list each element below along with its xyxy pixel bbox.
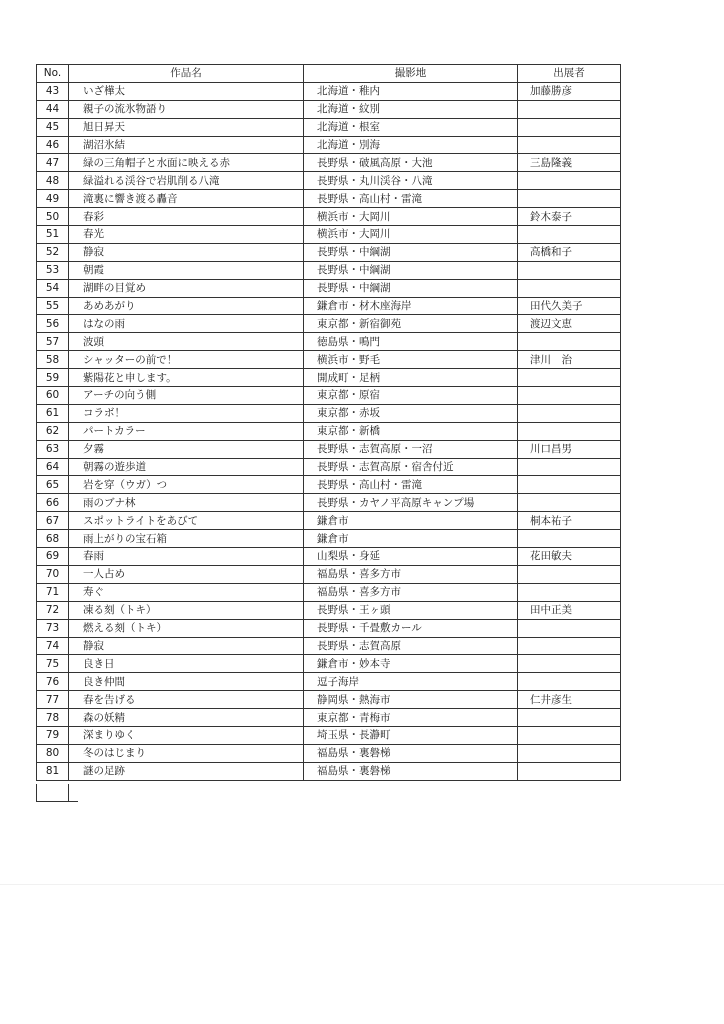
row-exhibitor: 加藤勝彦 [518, 82, 621, 100]
row-exhibitor [518, 458, 621, 476]
row-location: 長野県・高山村・雷滝 [304, 190, 518, 208]
row-no: 67 [37, 512, 69, 530]
row-location: 静岡県・熱海市 [304, 691, 518, 709]
row-no: 76 [37, 673, 69, 691]
row-location: 長野県・破風高原・大池 [304, 154, 518, 172]
table-row [37, 762, 621, 780]
table-row [37, 637, 621, 655]
row-title: 緑の三角帽子と水面に映える赤 [69, 154, 304, 172]
row-location: 横浜市・野毛 [304, 351, 518, 369]
row-location: 徳島県・鳴門 [304, 333, 518, 351]
table-row [37, 530, 621, 548]
table-row [37, 744, 621, 762]
row-title: 静寂 [69, 637, 304, 655]
row-exhibitor [518, 530, 621, 548]
row-location: 長野県・中綱湖 [304, 279, 518, 297]
table-row [37, 297, 621, 315]
row-exhibitor [518, 583, 621, 601]
row-no: 62 [37, 422, 69, 440]
row-title: あめあがり [69, 297, 304, 315]
row-no: 66 [37, 494, 69, 512]
row-no: 75 [37, 655, 69, 673]
row-location: 北海道・根室 [304, 118, 518, 136]
row-location: 福島県・喜多方市 [304, 583, 518, 601]
table-row [37, 476, 621, 494]
row-exhibitor [518, 762, 621, 780]
row-exhibitor [518, 744, 621, 762]
table-row [37, 226, 621, 244]
table-row [37, 118, 621, 136]
row-location: 長野県・志賀高原・宿舎付近 [304, 458, 518, 476]
row-exhibitor: 川口昌男 [518, 440, 621, 458]
table-row [37, 691, 621, 709]
row-title: パートカラー [69, 422, 304, 440]
table-row [37, 136, 621, 154]
row-title: 深まりゆく [69, 726, 304, 744]
row-location: 長野県・カヤノ平高原キャンプ場 [304, 494, 518, 512]
row-no: 48 [37, 172, 69, 190]
row-location: 山梨県・身延 [304, 548, 518, 566]
row-title: 朝霞 [69, 261, 304, 279]
row-exhibitor [518, 118, 621, 136]
row-title: コラボ！ [69, 404, 304, 422]
row-exhibitor [518, 655, 621, 673]
table-tail-line-mid [68, 784, 69, 802]
row-location: 長野県・志賀高原・一沼 [304, 440, 518, 458]
table-row [37, 565, 621, 583]
row-exhibitor: 花田敏夫 [518, 548, 621, 566]
row-no: 80 [37, 744, 69, 762]
row-exhibitor [518, 422, 621, 440]
row-no: 73 [37, 619, 69, 637]
row-no: 52 [37, 243, 69, 261]
row-title: 冬のはじまり [69, 744, 304, 762]
row-title: 燃える刻（トキ） [69, 619, 304, 637]
row-location: 長野県・中綱湖 [304, 261, 518, 279]
row-location: 横浜市・大岡川 [304, 226, 518, 244]
table-tail-line-left [36, 784, 37, 802]
row-no: 58 [37, 351, 69, 369]
table-row [37, 351, 621, 369]
row-no: 60 [37, 387, 69, 405]
row-no: 44 [37, 100, 69, 118]
row-location: 長野県・高山村・雷滝 [304, 476, 518, 494]
row-exhibitor [518, 279, 621, 297]
row-no: 46 [37, 136, 69, 154]
table-row [37, 100, 621, 118]
row-location: 東京都・青梅市 [304, 709, 518, 727]
row-exhibitor [518, 172, 621, 190]
row-location: 北海道・別海 [304, 136, 518, 154]
row-no: 72 [37, 601, 69, 619]
row-location: 東京都・新橋 [304, 422, 518, 440]
row-no: 79 [37, 726, 69, 744]
row-location: 逗子海岸 [304, 673, 518, 691]
table-row [37, 619, 621, 637]
row-no: 61 [37, 404, 69, 422]
row-title: 春雨 [69, 548, 304, 566]
row-no: 74 [37, 637, 69, 655]
table-row [37, 333, 621, 351]
row-exhibitor: 渡辺文恵 [518, 315, 621, 333]
row-location: 長野県・中綱湖 [304, 243, 518, 261]
table-row [37, 673, 621, 691]
row-no: 56 [37, 315, 69, 333]
row-exhibitor: 鈴木泰子 [518, 208, 621, 226]
table-row [37, 82, 621, 100]
table-row [37, 583, 621, 601]
row-no: 50 [37, 208, 69, 226]
table-row [37, 458, 621, 476]
row-no: 63 [37, 440, 69, 458]
row-title: 湖沼氷結 [69, 136, 304, 154]
header-location: 撮影地 [304, 65, 518, 83]
row-exhibitor [518, 136, 621, 154]
row-title: 静寂 [69, 243, 304, 261]
row-exhibitor [518, 333, 621, 351]
row-title: 親子の流氷物語り [69, 100, 304, 118]
table-row [37, 440, 621, 458]
table-row [37, 422, 621, 440]
table-row [37, 726, 621, 744]
row-title: 森の妖精 [69, 709, 304, 727]
row-exhibitor: 高橋和子 [518, 243, 621, 261]
table-row [37, 655, 621, 673]
row-exhibitor: 仁井彦生 [518, 691, 621, 709]
table-row [37, 404, 621, 422]
row-exhibitor: 田代久美子 [518, 297, 621, 315]
table-row [37, 208, 621, 226]
row-title: 謎の足跡 [69, 762, 304, 780]
row-title: いざ樺太 [69, 82, 304, 100]
row-title: 寿ぐ [69, 583, 304, 601]
table-row [37, 243, 621, 261]
row-no: 81 [37, 762, 69, 780]
row-title: 春彩 [69, 208, 304, 226]
row-no: 69 [37, 548, 69, 566]
row-location: 東京都・原宿 [304, 387, 518, 405]
row-no: 68 [37, 530, 69, 548]
row-no: 64 [37, 458, 69, 476]
table-row [37, 601, 621, 619]
row-exhibitor [518, 261, 621, 279]
header-title: 作品名 [69, 65, 304, 83]
row-exhibitor [518, 369, 621, 387]
row-title: 湖畔の目覚め [69, 279, 304, 297]
row-title: 夕霧 [69, 440, 304, 458]
row-title: はなの雨 [69, 315, 304, 333]
row-title: 岩を穿（ウガ）つ [69, 476, 304, 494]
row-no: 78 [37, 709, 69, 727]
row-exhibitor [518, 100, 621, 118]
row-title: 春を告げる [69, 691, 304, 709]
row-location: 鎌倉市・材木座海岸 [304, 297, 518, 315]
table-row [37, 387, 621, 405]
row-no: 51 [37, 226, 69, 244]
row-location: 鎌倉市 [304, 530, 518, 548]
row-exhibitor [518, 476, 621, 494]
row-location: 北海道・紋別 [304, 100, 518, 118]
row-exhibitor [518, 494, 621, 512]
row-no: 77 [37, 691, 69, 709]
row-location: 横浜市・大岡川 [304, 208, 518, 226]
table-row [37, 512, 621, 530]
row-no: 49 [37, 190, 69, 208]
row-location: 開成町・足柄 [304, 369, 518, 387]
table-row [37, 154, 621, 172]
row-title: 雨のブナ林 [69, 494, 304, 512]
table-row [37, 172, 621, 190]
table-row [37, 261, 621, 279]
row-title: アーチの向う側 [69, 387, 304, 405]
row-location: 鎌倉市・妙本寺 [304, 655, 518, 673]
row-location: 長野県・志賀高原 [304, 637, 518, 655]
row-no: 57 [37, 333, 69, 351]
row-location: 北海道・稚内 [304, 82, 518, 100]
row-title: 春光 [69, 226, 304, 244]
row-exhibitor [518, 673, 621, 691]
row-no: 65 [37, 476, 69, 494]
row-title: 朝霧の遊歩道 [69, 458, 304, 476]
row-exhibitor [518, 619, 621, 637]
table-row [37, 494, 621, 512]
row-location: 長野県・王ヶ頭 [304, 601, 518, 619]
row-exhibitor [518, 726, 621, 744]
row-location: 鎌倉市 [304, 512, 518, 530]
row-title: 良き仲間 [69, 673, 304, 691]
row-title: 旭日昇天 [69, 118, 304, 136]
row-no: 53 [37, 261, 69, 279]
row-exhibitor: 津川 治 [518, 351, 621, 369]
row-title: 一人占め [69, 565, 304, 583]
table-row [37, 369, 621, 387]
row-title: 良き日 [69, 655, 304, 673]
row-location: 東京都・赤坂 [304, 404, 518, 422]
table-row [37, 548, 621, 566]
row-no: 47 [37, 154, 69, 172]
table-body [37, 82, 621, 780]
row-location: 長野県・千畳敷カール [304, 619, 518, 637]
row-title: 雨上がりの宝石箱 [69, 530, 304, 548]
row-no: 70 [37, 565, 69, 583]
row-exhibitor: 三島隆義 [518, 154, 621, 172]
row-title: スポットライトをあびて [69, 512, 304, 530]
row-no: 71 [37, 583, 69, 601]
row-title: シャッターの前で！ [69, 351, 304, 369]
row-no: 59 [37, 369, 69, 387]
table-row [37, 709, 621, 727]
row-location: 福島県・裏磐梯 [304, 762, 518, 780]
row-location: 福島県・裏磐梯 [304, 744, 518, 762]
exhibition-list-table [36, 64, 621, 781]
row-exhibitor [518, 565, 621, 583]
row-title: 紫陽花と申します。 [69, 369, 304, 387]
header-no: No. [37, 65, 69, 83]
row-exhibitor [518, 387, 621, 405]
table-row [37, 279, 621, 297]
row-no: 55 [37, 297, 69, 315]
row-exhibitor [518, 190, 621, 208]
table-row [37, 315, 621, 333]
scan-smear [0, 884, 724, 885]
table-row [37, 190, 621, 208]
row-location: 長野県・丸川渓谷・八滝 [304, 172, 518, 190]
row-title: 凍る刻（トキ） [69, 601, 304, 619]
table-tail-line-bottom [36, 801, 78, 802]
row-no: 54 [37, 279, 69, 297]
row-exhibitor [518, 709, 621, 727]
row-exhibitor [518, 226, 621, 244]
row-no: 43 [37, 82, 69, 100]
row-title: 緑溢れる渓谷で岩肌削る八滝 [69, 172, 304, 190]
row-title: 波頭 [69, 333, 304, 351]
header-exhibitor: 出展者 [518, 65, 621, 83]
row-exhibitor: 桐本祐子 [518, 512, 621, 530]
row-location: 埼玉県・長瀞町 [304, 726, 518, 744]
row-no: 45 [37, 118, 69, 136]
header-row [37, 65, 621, 83]
row-location: 福島県・喜多方市 [304, 565, 518, 583]
row-exhibitor: 田中正美 [518, 601, 621, 619]
row-title: 滝裏に響き渡る轟音 [69, 190, 304, 208]
row-exhibitor [518, 637, 621, 655]
row-location: 東京都・新宿御苑 [304, 315, 518, 333]
row-exhibitor [518, 404, 621, 422]
